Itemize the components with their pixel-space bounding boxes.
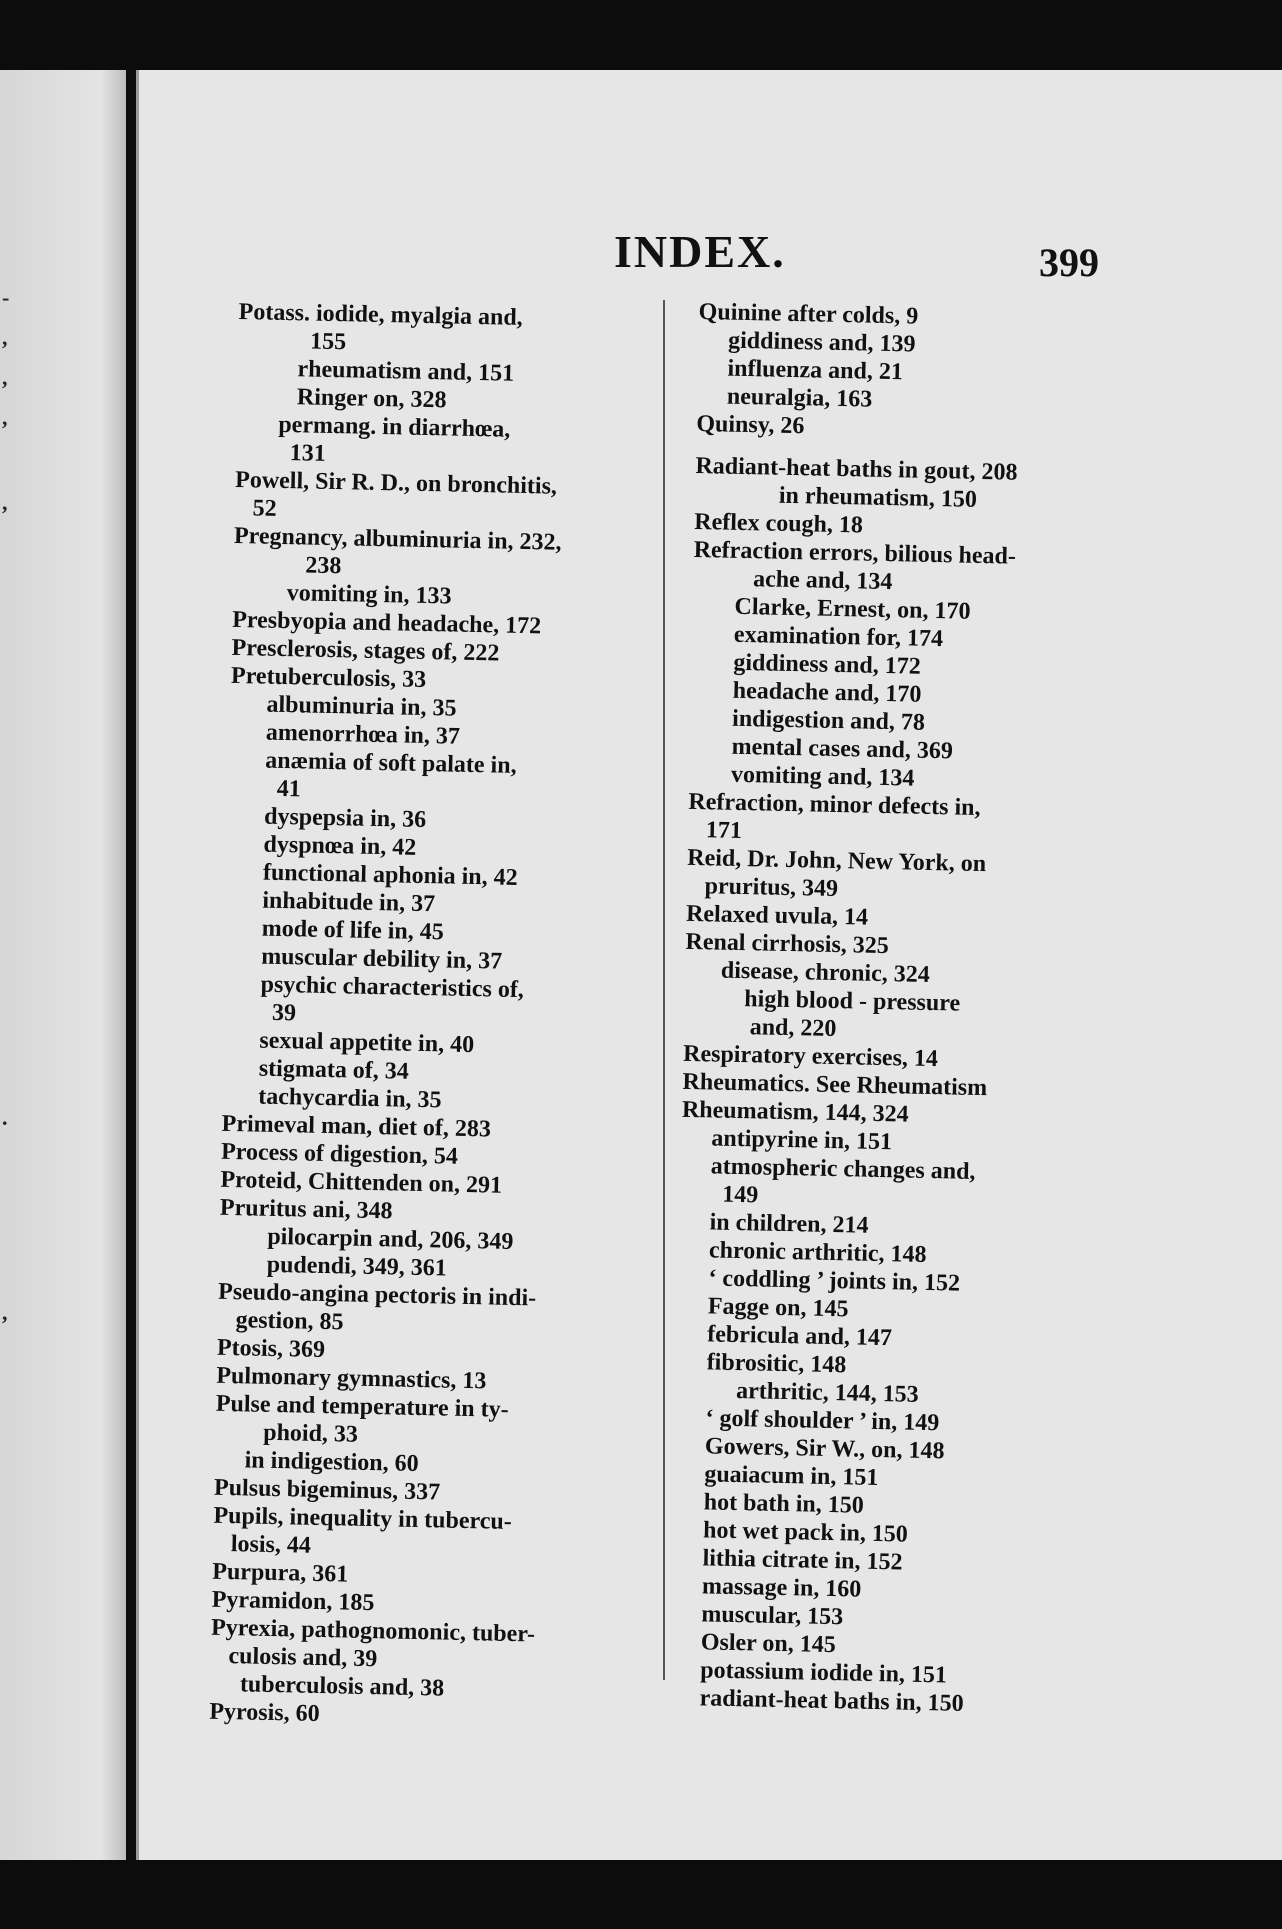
index-entry: massage in, 160 xyxy=(671,1572,862,1603)
margin-mark: , xyxy=(2,365,8,390)
column-divider xyxy=(663,300,665,1680)
page-title: INDEX. xyxy=(614,226,786,277)
margin-mark: - xyxy=(2,285,10,310)
index-entry: in rheumatism, 150 xyxy=(694,480,978,513)
index-entry: ‘ coddling ’ joints in, 152 xyxy=(678,1264,961,1297)
index-entry: psychic characteristics of, xyxy=(224,970,525,1004)
index-entry: chronic arthritic, 148 xyxy=(678,1236,927,1268)
index-entry: 131 xyxy=(235,438,327,467)
index-entry: indigestion and, 78 xyxy=(689,704,926,736)
index-entry: and, 220 xyxy=(683,1012,837,1043)
index-entry: hot bath in, 150 xyxy=(673,1488,865,1519)
index-entry: atmospheric changes and, xyxy=(680,1152,976,1185)
index-entry: lithia citrate in, 152 xyxy=(672,1544,903,1576)
index-entry: Potass. iodide, myalgia and, xyxy=(238,298,523,331)
index-entry: radiant-heat baths in, 150 xyxy=(669,1684,964,1717)
margin-mark: . xyxy=(2,1105,8,1130)
index-entry: losis, 44 xyxy=(212,1530,312,1559)
index-entry: Rheumatism, 144, 324 xyxy=(681,1096,909,1128)
index-entry: tachycardia in, 35 xyxy=(222,1082,442,1114)
index-entry: 52 xyxy=(234,494,277,522)
index-entry: Respiratory exercises, 14 xyxy=(682,1040,939,1073)
index-entry: 155 xyxy=(237,326,347,356)
margin-mark: , xyxy=(2,1300,8,1325)
index-entry: amenorrhœa in, 37 xyxy=(229,718,461,750)
margin-mark: , xyxy=(2,405,8,430)
index-entry: functional aphonia in, 42 xyxy=(226,858,518,891)
index-entry: 39 xyxy=(223,998,297,1027)
previous-page-edge xyxy=(0,70,126,1860)
index-entry: Refraction errors, bilious head- xyxy=(693,536,1017,570)
index-entry: muscular debility in, 37 xyxy=(224,942,503,975)
index-entry: antipyrine in, 151 xyxy=(681,1124,893,1156)
index-entry: Quinsy, 26 xyxy=(696,410,805,440)
index-column-left xyxy=(209,298,749,1736)
index-entry: Reid, Dr. John, New York, on xyxy=(687,844,987,878)
index-entry: ‘ golf shoulder ’ in, 149 xyxy=(675,1404,940,1437)
index-entry: dyspepsia in, 36 xyxy=(227,802,427,834)
index-entry: Reflex cough, 18 xyxy=(694,508,864,539)
index-entry: 238 xyxy=(233,550,342,580)
index-entry: Pyrexia, pathognomonic, tuber- xyxy=(210,1614,536,1648)
index-entry: Pruritus ani, 348 xyxy=(219,1194,393,1225)
index-entry: phoid, 33 xyxy=(214,1418,359,1448)
index-entry: influenza and, 21 xyxy=(697,354,904,386)
index-column-right xyxy=(669,298,1258,1723)
index-entry: 149 xyxy=(679,1180,759,1209)
index-entry: hot wet pack in, 150 xyxy=(672,1516,909,1548)
index-entry: arthritic, 144, 153 xyxy=(675,1376,919,1408)
index-entry: Renal cirrhosis, 325 xyxy=(685,928,890,960)
index-entry: culosis and, 39 xyxy=(210,1642,378,1673)
index-entry: Process of digestion, 54 xyxy=(220,1138,459,1170)
index-entry: giddiness and, 172 xyxy=(691,648,922,680)
index-entry: pudendi, 349, 361 xyxy=(218,1250,448,1282)
index-entry: in children, 214 xyxy=(679,1208,869,1239)
index-entry: potassium iodide in, 151 xyxy=(669,1656,948,1689)
index-entry: Pulmonary gymnastics, 13 xyxy=(216,1362,487,1395)
index-entry: ache and, 134 xyxy=(692,564,893,596)
index-entry: Rheumatics. See Rheumatism xyxy=(682,1068,988,1102)
index-entry: in indigestion, 60 xyxy=(214,1446,419,1478)
index-entry: Refraction, minor defects in, xyxy=(688,788,981,822)
index-entry: Pyrosis, 60 xyxy=(209,1698,320,1727)
index-entry: pilocarpin and, 206, 349 xyxy=(219,1222,514,1255)
index-entry: Pyramidon, 185 xyxy=(211,1586,375,1617)
index-entry: rheumatism and, 151 xyxy=(237,354,515,387)
index-entry: high blood - pressure xyxy=(684,984,961,1017)
index-entry: gestion, 85 xyxy=(217,1306,344,1336)
index-entry: Pregnancy, albuminuria in, 232, xyxy=(233,522,562,556)
index-entry: Ptosis, 369 xyxy=(216,1334,326,1364)
index-entry: mode of life in, 45 xyxy=(225,914,445,946)
index-entry: headache and, 170 xyxy=(690,676,922,708)
index-entry: Clarke, Ernest, on, 170 xyxy=(692,592,971,625)
index-entry: febricula and, 147 xyxy=(677,1320,893,1352)
index-entry: 41 xyxy=(228,774,301,803)
index-entry: Presbyopia and headache, 172 xyxy=(231,606,542,640)
index-entry: Pulse and temperature in ty- xyxy=(215,1390,509,1423)
margin-mark: , xyxy=(2,325,8,350)
index-entry: anæmia of soft palate in, xyxy=(229,746,517,779)
page-header xyxy=(139,225,1282,295)
index-entry: neuralgia, 163 xyxy=(696,382,873,413)
index-entry: inhabitude in, 37 xyxy=(226,886,436,918)
index-entry: Powell, Sir R. D., on bronchitis, xyxy=(234,466,558,500)
index-entry: Pulsus bigeminus, 337 xyxy=(213,1474,441,1506)
index-page xyxy=(136,70,1282,1860)
index-entry: Primeval man, diet of, 283 xyxy=(221,1110,492,1143)
index-entry: Pseudo-angina pectoris in indi- xyxy=(217,1278,537,1312)
index-entry: Relaxed uvula, 14 xyxy=(685,900,869,931)
margin-mark: , xyxy=(2,490,8,515)
index-entry: Presclerosis, stages of, 222 xyxy=(231,634,500,667)
index-entry: permang. in diarrhœa, xyxy=(236,410,511,443)
index-entry: vomiting and, 134 xyxy=(688,760,915,792)
index-entry: Pupils, inequality in tubercu- xyxy=(213,1502,512,1535)
index-entry: albuminuria in, 35 xyxy=(230,690,457,722)
index-entry: stigmata of, 34 xyxy=(222,1054,410,1085)
index-entry: 171 xyxy=(687,816,743,845)
index-entry: vomiting in, 133 xyxy=(232,578,452,610)
index-entry: Purpura, 361 xyxy=(212,1558,349,1588)
index-entry: muscular, 153 xyxy=(671,1600,844,1631)
index-entry: Osler on, 145 xyxy=(670,1628,836,1659)
index-entry: guaiacum in, 151 xyxy=(674,1460,879,1492)
index-entry: examination for, 174 xyxy=(691,620,944,653)
index-entry: Radiant-heat baths in gout, 208 xyxy=(695,452,1018,486)
index-entry: mental cases and, 369 xyxy=(689,732,954,765)
index-entry: Proteid, Chittenden on, 291 xyxy=(220,1166,503,1199)
index-entry: Ringer on, 328 xyxy=(236,382,447,414)
index-entry: Gowers, Sir W., on, 148 xyxy=(674,1432,945,1465)
index-entry: Fagge on, 145 xyxy=(677,1292,849,1323)
index-entry: sexual appetite in, 40 xyxy=(223,1026,475,1059)
index-entry: disease, chronic, 324 xyxy=(684,956,931,988)
index-entry: tuberculosis and, 38 xyxy=(209,1670,445,1702)
index-entry: pruritus, 349 xyxy=(686,872,839,903)
index-entry: Quinine after colds, 9 xyxy=(698,298,919,330)
page-number: 399 xyxy=(1039,240,1099,285)
index-entry: Pretuberculosis, 33 xyxy=(230,662,427,694)
index-entry: dyspnœa in, 42 xyxy=(227,830,417,861)
index-entry: fibrositic, 148 xyxy=(676,1348,847,1379)
index-entry: giddiness and, 139 xyxy=(697,326,916,358)
